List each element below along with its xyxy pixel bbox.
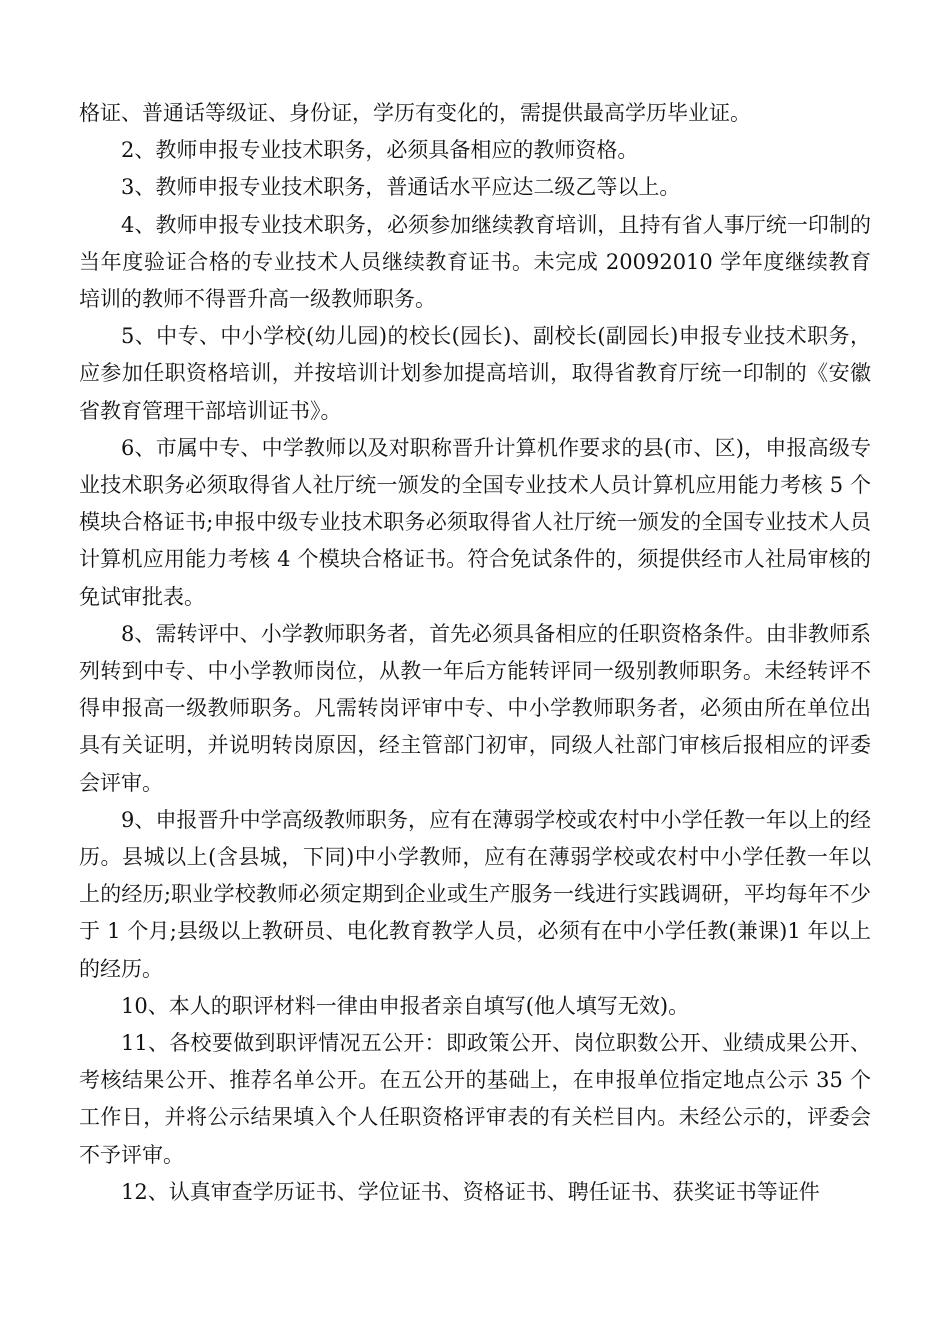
- paragraph-item-6: 6、市属中专、中学教师以及对职称晋升计算机作要求的县(市、区)，申报高级专业技术职务必须取得省人社厅统一颁发的全国专业技术人员计算机应用能力考核 5 个模块合格证书;申报中级专业技术职务必须取得省人社厅统一颁发的全国专业技术人员计算机应用能力考核 4 个模块合格证书。符合免试条件的，须提供经市人社局审核的免试审批表。: [79, 435, 871, 609]
- paragraph-item-2: 2、教师申报专业技术职务，必须具备相应的教师资格。: [121, 138, 639, 163]
- document-body: [79, 95, 871, 1211]
- paragraph-continuation: 格证、普通话等级证、身份证，学历有变化的，需提供最高学历毕业证。: [79, 101, 751, 125]
- paragraph-item-9: 9、申报晋升中学高级教师职务，应有在薄弱学校或农村中小学任教一年以上的经历。县城以上(含县城，下同)中小学教师，应有在薄弱学校或农村中小学任教一年以上的经历;职业学校教师必须定期到企业或生产服务一线进行实践调研，平均每年不少于 1 个月;县级以上教研员、电化教育教学人员，必须有在中小学任教(兼课)1 年以上的经历。: [79, 807, 871, 981]
- paragraph-item-10: 10、本人的职评材料一律由申报者亲自填写(他人填写无效)。: [121, 993, 690, 1018]
- paragraph-item-4: 4、教师申报专业技术职务，必须参加继续教育培训，且持有省人事厅统一印制的当年度验证合格的专业技术人员继续教育证书。未完成 20092010 学年度继续教育培训的教师不得晋升高一级教师职务。: [79, 212, 871, 312]
- paragraph-item-11: 11、各校要做到职评情况五公开：即政策公开、岗位职数公开、业绩成果公开、考核结果公开、推荐名单公开。在五公开的基础上，在申报单位指定地点公示 35 个工作日，并将公示结果填入个人任职资格评审表的有关栏目内。未经公示的，评委会不予评审。: [79, 1031, 871, 1167]
- paragraph-item-5: 5、中专、中小学校(幼儿园)的校长(园长)、副校长(副园长)申报专业技术职务，应参加任职资格培训，并按培训计划参加提高培训，取得省教育厅统一印制的《安徽省教育管理干部培训证书》。: [79, 324, 871, 423]
- paragraph-item-12: 12、认真审查学历证书、学位证书、资格证书、聘任证书、获奖证书等证件: [121, 1179, 820, 1204]
- paragraph-item-8: 8、需转评中、小学教师职务者，首先必须具备相应的任职资格条件。由非教师系列转到中专、中小学教师岗位，从教一年后方能转评同一级别教师职务。未经转评不得申报高一级教师职务。凡需转岗评审中专、中小学教师职务者，必须由所在单位出具有关证明，并说明转岗原因，经主管部门初审，同级人社部门审核后报相应的评委会评审。: [79, 621, 871, 795]
- paragraph-item-3: 3、教师申报专业技术职务，普通话水平应达二级乙等以上。: [121, 175, 681, 200]
